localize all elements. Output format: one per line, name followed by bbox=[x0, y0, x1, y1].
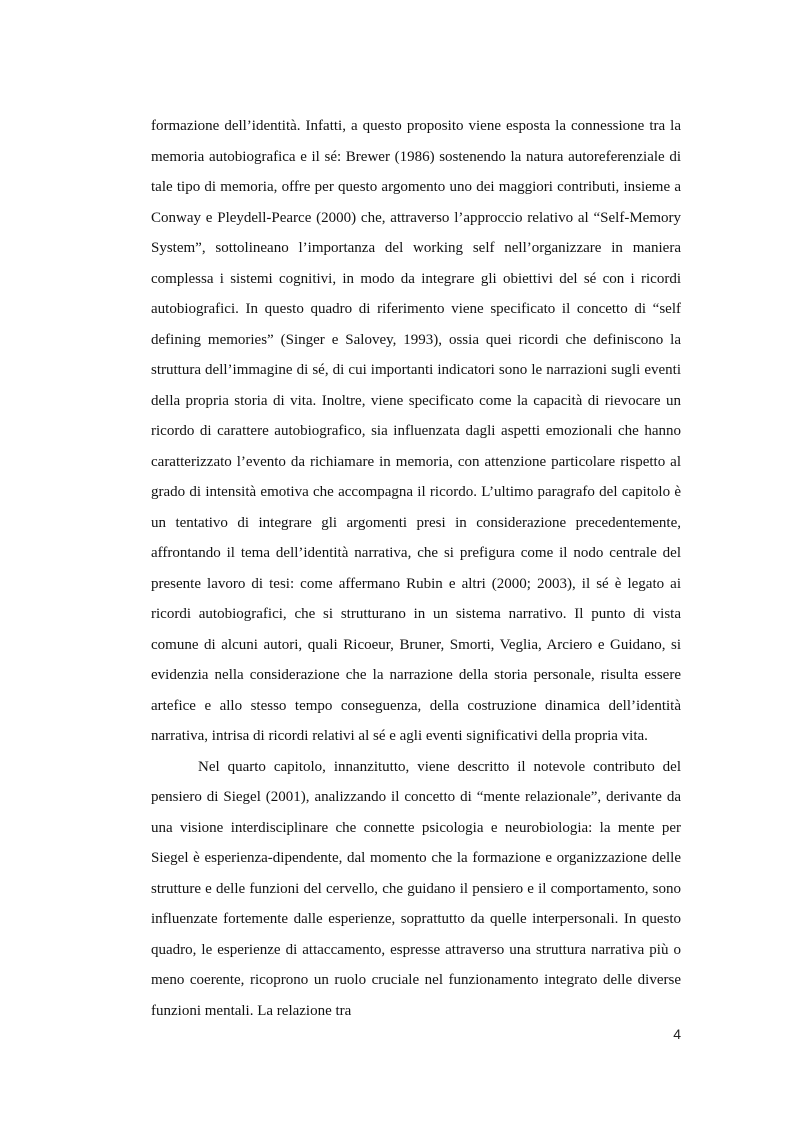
paragraph-fourth-chapter: Nel quarto capitolo, innanzitutto, viene descritto il notevole contributo del pensiero di Siegel (2001), analizzando il concetto di “mente relazionale”, derivante da una visione interdisciplinare che connette psicologia e neurobiologia: la mente per Siegel è esperienza-dipendente, dal momento che la formazione e organizzazione delle strutture e delle funzioni del cervello, che guidano il pensiero e il comportamento, sono influenzate fortemente dalle esperienze, soprattutto da quelle interpersonali. In questo quadro, le esperienze di attaccamento, espresse attraverso una struttura narrativa più o meno coerente, ricoprono un ruolo cruciale nel funzionamento integrato delle diverse funzioni mentali. La relazione tra bbox=[151, 758, 681, 1019]
body-text bbox=[151, 111, 681, 1026]
page-number: 4 bbox=[673, 1026, 681, 1042]
paragraph-continuation: formazione dell’identità. Infatti, a questo proposito viene esposta la connessione tra la memoria autobiografica e il sé: Brewer (1986) sostenendo la natura autoreferenziale di tale tipo di memoria, offre per questo argomento uno dei maggiori contributi, insieme a Conway e Pleydell-Pearce (2000) che, attraverso l’approccio relativo al “Self-Memory System”, sottolineano l’importanza del working self nell’organizzare in maniera complessa i sistemi cognitivi, in modo da integrare gli obiettivi del sé con i ricordi autobiografici. In questo quadro di riferimento viene specificato il concetto di “self defining memories” (Singer e Salovey, 1993), ossia quei ricordi che definiscono la struttura dell’immagine di sé, di cui importanti indicatori sono le narrazioni sugli eventi della propria storia di vita. Inoltre, viene specificato come la capacità di rievocare un ricordo di carattere autobiografico, sia influenzata dagli aspetti emozionali che hanno caratterizzato l’evento da richiamare in memoria, con attenzione particolare rispetto al grado di intensità emotiva che accompagna il ricordo. L’ultimo paragrafo del capitolo è un tentativo di integrare gli argomenti presi in considerazione precedentemente, affrontando il tema dell’identità narrativa, che si prefigura come il nodo centrale del presente lavoro di tesi: come affermano Rubin e altri (2000; 2003), il sé è legato ai ricordi autobiografici, che si strutturano in un sistema narrativo. Il punto di vista comune di alcuni autori, quali Ricoeur, Bruner, Smorti, Veglia, Arciero e Guidano, si evidenzia nella considerazione che la narrazione della storia personale, risulta essere artefice e allo stesso tempo conseguenza, della costruzione dinamica dell’identità narrativa, intrisa di ricordi relativi al sé e agli eventi significativi della propria vita. bbox=[151, 118, 681, 744]
